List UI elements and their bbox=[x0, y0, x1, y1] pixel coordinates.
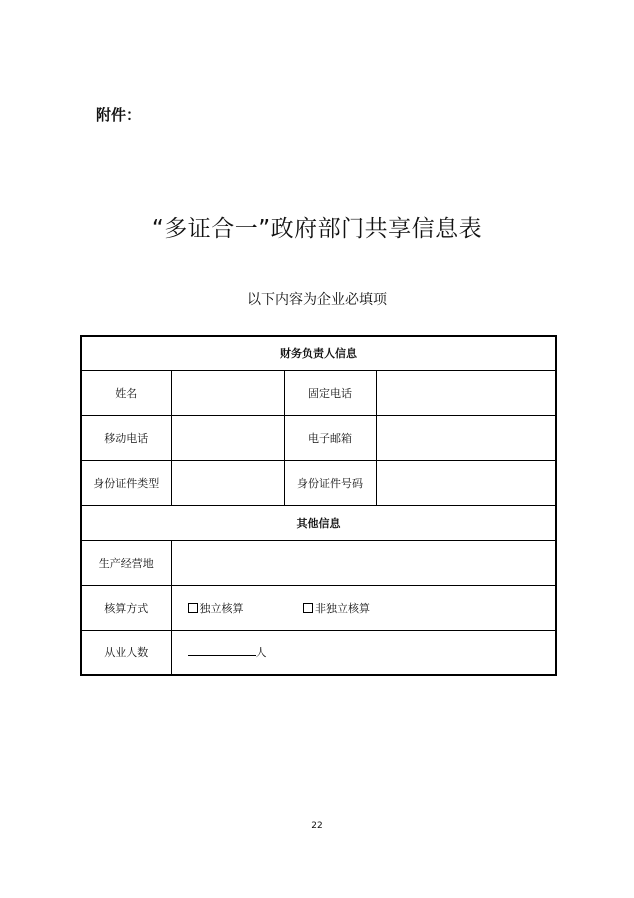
independent-accounting-label: 独立核算 bbox=[199, 601, 244, 615]
employees-unit: 人 bbox=[255, 646, 267, 660]
address-label: 生产经营地 bbox=[81, 540, 171, 585]
email-label: 电子邮箱 bbox=[284, 415, 376, 460]
checkbox-icon[interactable] bbox=[303, 603, 313, 613]
name-field[interactable] bbox=[171, 370, 284, 415]
checkbox-icon[interactable] bbox=[188, 603, 198, 613]
page-subtitle: 以下内容为企业必填项 bbox=[247, 292, 387, 308]
mobile-label: 移动电话 bbox=[81, 415, 171, 460]
employees-cell bbox=[171, 630, 556, 675]
page-number: 22 bbox=[311, 821, 323, 831]
employees-label: 从业人数 bbox=[81, 630, 171, 675]
employees-field[interactable] bbox=[188, 645, 256, 656]
id-type-field[interactable] bbox=[171, 460, 284, 505]
landline-field[interactable] bbox=[376, 370, 556, 415]
page-title: “多证合一”政府部门共享信息表 bbox=[151, 216, 483, 242]
name-label: 姓名 bbox=[81, 370, 171, 415]
non-independent-accounting-option[interactable] bbox=[303, 600, 370, 616]
landline-label: 固定电话 bbox=[284, 370, 376, 415]
id-number-field[interactable] bbox=[376, 460, 556, 505]
id-number-label: 身份证件号码 bbox=[284, 460, 376, 505]
independent-accounting-option[interactable] bbox=[188, 600, 244, 616]
mobile-field[interactable] bbox=[171, 415, 284, 460]
non-independent-accounting-label: 非独立核算 bbox=[315, 601, 370, 615]
attachment-label: 附件： bbox=[96, 106, 142, 124]
accounting-options bbox=[171, 585, 556, 630]
finance-section-heading: 财务负责人信息 bbox=[81, 336, 556, 370]
email-field[interactable] bbox=[376, 415, 556, 460]
other-section-heading: 其他信息 bbox=[81, 505, 556, 540]
id-type-label: 身份证件类型 bbox=[81, 460, 171, 505]
shared-info-form bbox=[80, 335, 557, 676]
address-field[interactable] bbox=[171, 540, 556, 585]
accounting-label: 核算方式 bbox=[81, 585, 171, 630]
